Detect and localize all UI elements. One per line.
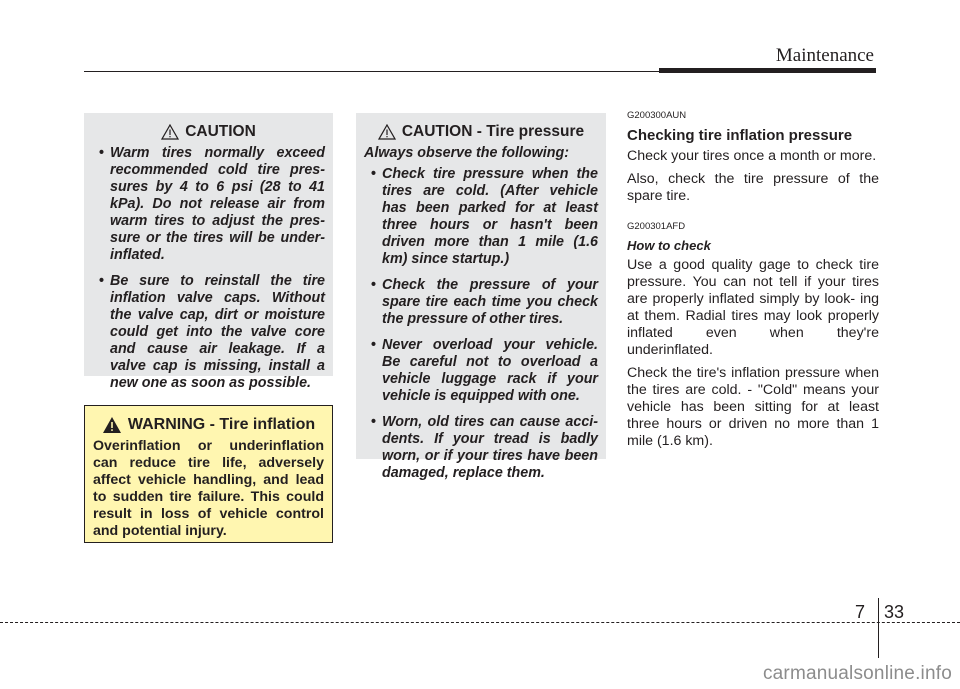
watermark: carmanualsonline.info xyxy=(762,663,952,684)
header-rule xyxy=(84,71,660,72)
caution-tire-pressure-item: • Check the pressure of your spare tire each time you check the pressure of other tires. xyxy=(364,277,598,328)
section-title: Maintenance xyxy=(775,45,874,66)
section-code: G200300AUN xyxy=(627,110,687,121)
warning-header xyxy=(93,416,324,434)
warning-triangle-icon xyxy=(378,124,396,140)
caution-list xyxy=(92,145,325,392)
page-number: 33 xyxy=(884,602,905,622)
subsection-heading: How to check xyxy=(627,238,711,253)
caution-tire-pressure-item: • Check tire pressure when the tires are cold. (After vehicle has been parked for at least three hours or hasn't been driven more than 1 mile (1.6 km) since startup.) xyxy=(364,166,598,268)
caution-tire-pressure-item: • Never overload your vehicle. Be careful not to overload a vehicle luggage rack if your vehicle is equipped with one. xyxy=(364,337,598,405)
paragraph: Use a good quality gage to check tire pressure. You can not tell if your tires are properly inflated simply by look- ing at them. Radial tires may look properly inflated even when they're underinflated. xyxy=(627,257,879,358)
right-column xyxy=(627,110,879,456)
warning-title: WARNING - Tire inflation xyxy=(127,416,316,433)
caution-intro: Always observe the following: xyxy=(364,145,569,161)
paragraph: Check your tires once a month or more. xyxy=(627,148,877,164)
warning-box xyxy=(84,405,333,543)
chapter-number: 7 xyxy=(855,602,866,622)
caution-item: • Be sure to reinstall the tire inflation valve caps. Without the valve cap, dirt or moisture could get into the valve core and cause air leakage. If a valve cap is missing, install a new one as soon as possible. xyxy=(92,273,325,392)
footer-rule xyxy=(0,622,960,623)
caution-box xyxy=(84,113,333,391)
warning-triangle-filled-icon xyxy=(102,416,122,434)
caution-tire-pressure-box xyxy=(356,113,606,481)
caution-tire-pressure-item: • Worn, old tires can cause acci- dents. If your tread is badly worn, or if your tires have been damaged, replace them. xyxy=(364,414,598,482)
caution-tire-pressure-header xyxy=(364,123,598,141)
caution-item: • Warm tires normally exceed recommended cold tire pres- sures by 4 to 6 psi (28 to 41 kPa). Do not release air from warm tires to adjust the pres- sure or the tires will be under- inflated. xyxy=(92,145,325,264)
caution-header xyxy=(92,123,325,141)
section-code: G200301AFD xyxy=(627,221,686,232)
paragraph: Also, check the tire pressure of the spare tire. xyxy=(627,171,879,204)
warning-triangle-icon xyxy=(161,124,179,140)
caution-title: CAUTION xyxy=(185,123,256,140)
header-rule-accent xyxy=(659,68,876,73)
caution-tire-pressure-title: CAUTION - Tire pressure xyxy=(401,123,585,140)
warning-body: Overinflation or underinflation can reduce tire life, adversely affect vehicle handling, and lead to sudden tire failure. This could result in loss of vehicle control and potential injury. xyxy=(93,438,324,539)
section-heading: Checking tire inflation pressure xyxy=(627,127,853,144)
footer-divider xyxy=(878,598,879,658)
caution-tire-pressure-list xyxy=(364,166,598,482)
paragraph: Check the tire's inflation pressure when the tires are cold. - "Cold" means your vehicle has been sitting for at least three hours or driven no more than 1 mile (1.6 km). xyxy=(627,365,879,449)
